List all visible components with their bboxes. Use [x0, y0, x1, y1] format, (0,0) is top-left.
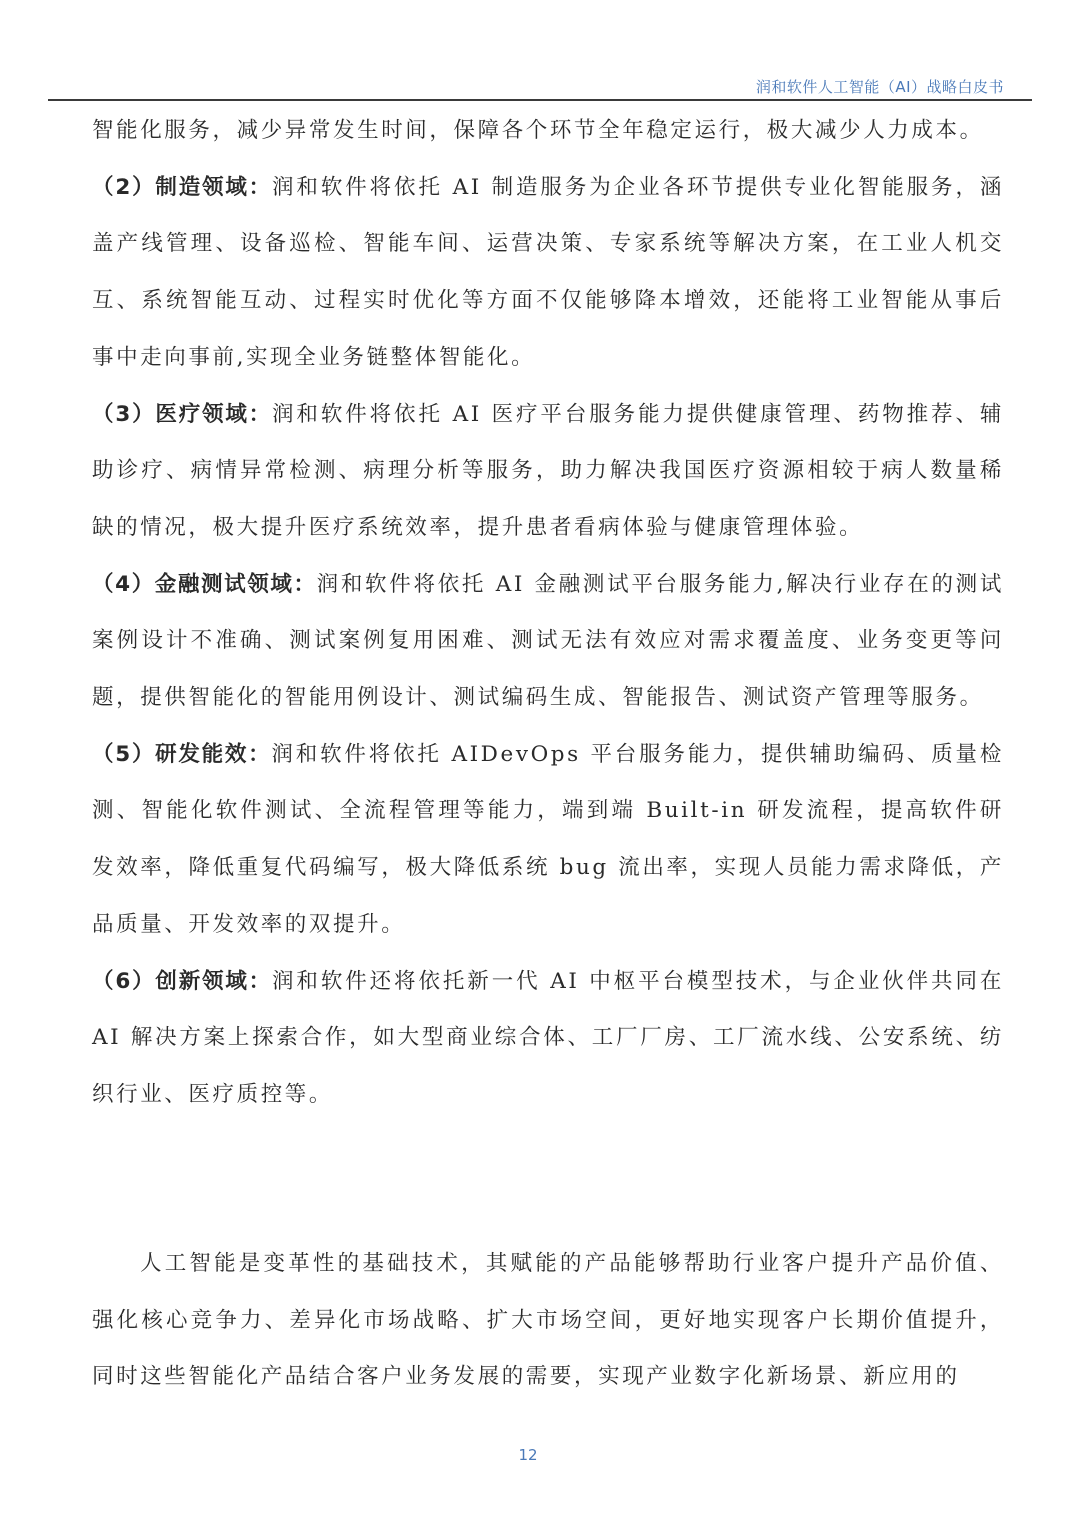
page-number: 12 [518, 1446, 538, 1464]
section-text: 润和软件将依托 AI 制造服务为企业各环节提供专业化智能服务，涵盖产线管理、设备巡检、智能车间、运营决策、专家系统等解决方案，在工业人机交互、系统智能互动、过程实时优化等方面不仅能够降本增效，还能将工业智能从事后事中走向事前,实现全业务链整体智能化。 [92, 174, 1004, 370]
section-innovation [92, 954, 1004, 1124]
section-label: （3）医疗领域： [92, 401, 272, 427]
section-label: （6）创新领域： [92, 968, 272, 994]
section-label: （4）金融测试领域： [92, 571, 317, 597]
section-label: （5）研发能效： [92, 741, 272, 767]
section-text: 润和软件将依托 AIDevOps 平台服务能力，提供辅助编码、质量检测、智能化软件测试、全流程管理等能力，端到端 Built-in 研发流程，提高软件研发效率，降低重复代码编写，极大降低系统 bug 流出率，实现人员能力需求降低，产品质量、开发效率的双提升。 [92, 741, 1005, 937]
header-title: 润和软件人工智能（AI）战略白皮书 [755, 78, 1004, 96]
section-label: （2）制造领域： [92, 174, 272, 200]
header-divider [48, 99, 1032, 101]
closing-paragraph: 人工智能是变革性的基础技术，其赋能的产品能够帮助行业客户提升产品价值、强化核心竞争力、差异化市场战略、扩大市场空间，更好地实现客户长期价值提升，同时这些智能化产品结合客户业务发展的需要，实现产业数字化新场景、新应用的 [92, 1251, 1004, 1390]
section-rd-efficiency [92, 727, 1004, 954]
body-content [92, 103, 1004, 1124]
section-text: 润和软件将依托 AI 金融测试平台服务能力,解决行业存在的测试案例设计不准确、测试案例复用困难、测试无法有效应对需求覆盖度、业务变更等问题，提供智能化的智能用例设计、测试编码生成、智能报告、测试资产管理等服务。 [92, 571, 1004, 711]
section-text: 润和软件将依托 AI 医疗平台服务能力提供健康管理、药物推荐、辅助诊疗、病情异常检测、病理分析等服务，助力解决我国医疗资源相较于病人数量稀缺的情况，极大提升医疗系统效率，提升患者看病体验与健康管理体验。 [92, 401, 1004, 540]
section-medical [92, 387, 1004, 557]
section-financial-testing [92, 557, 1004, 727]
section-manufacturing [92, 160, 1004, 387]
section-text: 润和软件还将依托新一代 AI 中枢平台模型技术，与企业伙伴共同在 AI 解决方案上探索合作，如大型商业综合体、工厂厂房、工厂流水线、公安系统、纺织行业、医疗质控等。 [92, 968, 1004, 1107]
intro-line: 智能化服务，减少异常发生时间，保障各个环节全年稳定运行，极大减少人力成本。 [92, 118, 984, 143]
closing-content [92, 1236, 1004, 1406]
